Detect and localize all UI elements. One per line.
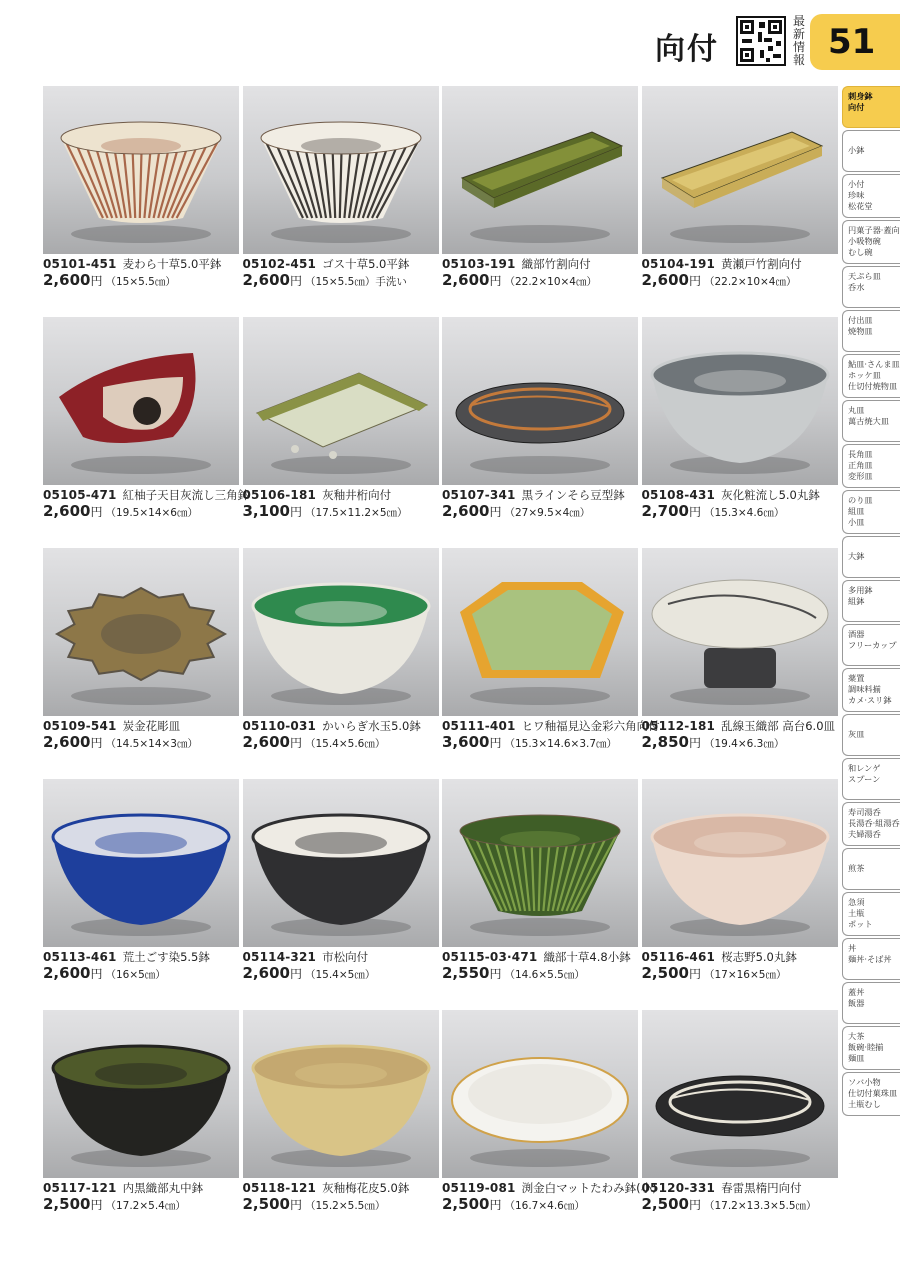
category-tab-label: 飯碗·睦揃 [848,1042,884,1052]
product-dimensions: （22.2×10×4㎝） [703,276,797,288]
category-tab[interactable] [842,86,900,128]
category-tab-label: 大茶 [848,1031,865,1041]
category-tab-label: 組皿 [848,506,865,516]
product-dimensions: （17.2×5.4㎝） [105,1200,186,1212]
yen-unit: 円 [489,1198,502,1212]
product-code: 05113-461 [43,950,117,964]
product-price: 2,500 [442,1195,490,1213]
product-price: 2,600 [43,964,91,982]
price-line [243,965,376,983]
product-price: 2,600 [242,733,290,751]
category-tab-label: 小付 [848,179,865,189]
category-tab[interactable] [842,758,900,800]
product-dimensions: （17.5×11.2×5㎝） [304,507,408,519]
yen-unit: 円 [688,505,701,519]
product-name: 灰化粧流し5.0丸鉢 [721,488,820,502]
product-code: 05111-401 [442,719,516,733]
product-name: 灰釉井桁向付 [322,488,392,502]
product-title-line [442,719,660,733]
category-tab-label: 正角皿 [848,460,873,470]
category-tab-label: 小鉢 [848,145,865,155]
category-tab-label: 丼 [848,943,857,953]
product-title-line [243,257,410,271]
yen-unit: 円 [90,505,103,519]
category-tab-label: 土瓶むし [848,1099,881,1109]
price-line [442,1196,585,1214]
shallow-bowl-icon[interactable] [442,1010,638,1178]
product-price: 2,700 [641,502,689,520]
price-line [442,503,590,521]
product-title-line [642,719,836,733]
product-name: 黒ラインそら豆型鉢 [521,488,625,502]
category-tab[interactable] [842,490,900,534]
category-tab-label: 飯器 [848,998,865,1008]
product-code: 05115-03·471 [442,950,538,964]
round-bowl-icon[interactable] [243,1010,439,1178]
category-tab-label: ソバ小物 [848,1077,881,1087]
product-name: 桜志野5.0丸鉢 [721,950,797,964]
category-tab-label: 麺皿 [848,1053,865,1063]
product-price: 2,550 [442,964,490,982]
yen-unit: 円 [489,274,502,288]
yen-unit: 円 [688,967,701,981]
product-price: 2,500 [641,1195,689,1213]
product-name: 炭金花彫皿 [122,719,181,733]
price-line [243,503,408,521]
product-dimensions: （15.4×5㎝） [304,969,376,981]
yen-unit: 円 [289,967,302,981]
product-title-line [243,950,369,964]
category-tab[interactable] [842,220,900,264]
product-code: 05102-451 [242,257,317,271]
category-tab[interactable] [842,354,900,398]
product-name: 渕金白マットたわみ鉢(小) [521,1181,657,1195]
product-title-line [43,1181,203,1195]
price-line [642,734,785,752]
product-name: 紅柚子天目灰流し三角鉢 [122,488,250,502]
category-tab-label: 夫婦湯呑 [848,829,881,839]
category-tab[interactable] [842,130,900,172]
product-dimensions: （14.5×14×3㎝） [105,738,198,750]
striped-bowl-icon[interactable] [243,86,439,254]
category-tab-label: 薬置 [848,673,865,683]
product-code: 05103-191 [442,257,516,271]
product-price: 3,100 [242,502,290,520]
product-title-line [43,950,210,964]
product-name: 内黒織部丸中鉢 [122,1181,204,1195]
product-price: 2,600 [442,271,490,289]
category-tab[interactable] [842,266,900,308]
product-code: 05118-121 [242,1181,317,1195]
striped-bowl-icon[interactable] [442,779,638,947]
product-name: ヒワ釉福見込金彩六角向付 [521,719,660,733]
product-code: 05119-081 [442,1181,516,1195]
category-tab-label: 松花堂 [848,201,873,211]
category-tab-label: のり皿 [848,495,873,505]
page-title: 向付 [655,32,719,67]
product-title-line [442,257,591,271]
product-title-line [642,1181,802,1195]
price-line [43,965,166,983]
product-name: 織部十草4.8小鉢 [543,950,631,964]
yen-unit: 円 [289,736,302,750]
category-tab-label: 変形皿 [848,471,873,481]
product-price: 2,600 [442,502,490,520]
category-tab-label: ポット [848,919,873,929]
qr-label: 最新情報 [792,14,805,67]
price-line [642,965,787,983]
product-price: 2,600 [43,502,91,520]
price-line [43,1196,186,1214]
product-price: 2,600 [242,964,290,982]
category-tab-label: 呑水 [848,282,865,292]
yen-unit: 円 [90,274,103,288]
product-title-line [43,719,180,733]
category-tab-label: 組鉢 [848,596,865,606]
price-line [642,272,797,290]
category-tab-label: 付出皿 [848,315,873,325]
product-code: 05106-181 [242,488,317,502]
yen-unit: 円 [289,1198,302,1212]
product-dimensions: （16.7×4.6㎝） [504,1200,585,1212]
product-dimensions: （27×9.5×4㎝） [504,507,591,519]
flower-plate-icon[interactable] [43,548,239,716]
product-code: 05112-181 [641,719,716,733]
hexagon-bowl-icon[interactable] [442,548,638,716]
category-tab-label: 刺身鉢 [848,91,873,101]
product-title-line [243,1181,410,1195]
yen-unit: 円 [489,736,502,750]
product-title-line [43,257,221,271]
category-tab-label: 向付 [848,102,865,112]
price-line [642,503,785,521]
yen-unit: 円 [90,1198,103,1212]
yen-unit: 円 [688,736,701,750]
price-line [243,734,386,752]
category-tab-label: 萬古焼大皿 [848,416,889,426]
category-tab-label: 長湯呑·組湯呑 [848,818,900,828]
price-line [442,965,585,983]
price-line [442,734,617,752]
category-tab-label: 珍味 [848,190,865,200]
yen-unit: 円 [688,274,701,288]
striped-bowl-icon[interactable] [43,86,239,254]
price-line [243,1196,386,1214]
product-dimensions: （19.5×14×6㎝） [105,507,198,519]
price-line [243,272,407,290]
category-tab-label: 鮎皿·さんま皿 [848,359,900,369]
price-line [442,272,597,290]
category-tab[interactable] [842,310,900,352]
round-bowl-icon[interactable] [642,317,838,485]
category-tab-label: 和レンゲ [848,763,881,773]
product-code: 05108-431 [641,488,716,502]
product-price: 2,600 [242,271,290,289]
product-name: 黄瀬戸竹割向付 [721,257,802,271]
category-tab[interactable] [842,938,900,980]
product-name: ゴス十草5.0平鉢 [322,257,410,271]
price-line [642,1196,817,1214]
category-tab[interactable] [842,1072,900,1116]
round-bowl-icon[interactable] [642,779,838,947]
category-tab-label: カメ·スリ鉢 [848,695,892,705]
category-tab-label: 円菓子器·蓋向 [848,225,900,235]
category-tab[interactable] [842,1026,900,1070]
product-dimensions: （15.4×5.6㎝） [304,738,386,750]
product-title-line [642,257,802,271]
category-tab[interactable] [842,174,900,218]
yen-unit: 円 [90,967,103,981]
category-tab-label: 大鉢 [848,551,865,561]
category-tab[interactable] [842,714,900,756]
category-tab-label: 仕切付菓珠皿 [848,1088,898,1098]
square-plate-icon[interactable] [243,317,439,485]
product-title-line [642,488,820,502]
product-price: 2,600 [43,271,91,289]
category-tab[interactable] [842,848,900,890]
product-name: 織部竹割向付 [521,257,591,271]
product-dimensions: （15.3×4.6㎝） [703,507,785,519]
product-name: 乱線玉織部 高台6.0皿 [721,719,836,733]
category-tab-label: 丸皿 [848,405,865,415]
product-code: 05120-331 [641,1181,716,1195]
product-code: 05104-191 [641,257,716,271]
category-tab[interactable] [842,802,900,846]
category-tab-label: 蓋丼 [848,987,865,997]
product-price: 2,850 [641,733,689,751]
category-tab-label: 小皿 [848,517,865,527]
product-title-line [442,1181,657,1195]
product-title-line [43,488,249,502]
product-name: 市松向付 [322,950,369,964]
price-line [43,503,198,521]
product-dimensions: （17×16×5㎝） [703,969,787,981]
round-bowl-icon[interactable] [43,1010,239,1178]
product-code: 05107-341 [442,488,516,502]
bamboo-dish-icon[interactable] [642,86,838,254]
product-price: 2,600 [43,733,91,751]
category-tab-label: 寿司湯呑 [848,807,881,817]
product-dimensions: （17.2×13.3×5.5㎝） [703,1200,817,1212]
category-tab-label: 長角皿 [848,449,873,459]
product-name: 灰釉梅花皮5.0鉢 [322,1181,410,1195]
product-price: 2,500 [242,1195,290,1213]
page-number-tab: 51 [810,14,900,70]
product-title-line [442,488,625,502]
product-code: 05101-451 [43,257,117,271]
category-tab[interactable] [842,668,900,712]
product-dimensions: （14.6×5.5㎝） [504,969,585,981]
product-name: 麦わら十草5.0平鉢 [122,257,222,271]
product-dimensions: （16×5㎝） [105,969,166,981]
bamboo-dish-icon[interactable] [442,86,638,254]
yen-unit: 円 [289,505,302,519]
yen-unit: 円 [688,1198,701,1212]
product-code: 05110-031 [242,719,317,733]
product-dimensions: （15×5.5㎝）手洗い [304,276,407,288]
category-tab-label: 仕切付焼物皿 [848,381,898,391]
product-title-line [442,950,631,964]
category-tab-label: 土瓶 [848,908,865,918]
category-tab[interactable] [842,892,900,936]
product-name: かいらぎ水玉5.0鉢 [322,719,421,733]
product-dimensions: （22.2×10×4㎝） [504,276,597,288]
category-tab-label: 多用鉢 [848,585,873,595]
product-price: 2,500 [43,1195,91,1213]
category-tab-label: ホッケ皿 [848,370,881,380]
footed-plate-icon[interactable] [642,548,838,716]
category-tab-label: むし碗 [848,247,873,257]
category-tab-label: 焼物皿 [848,326,873,336]
round-bowl-icon[interactable] [243,548,439,716]
product-title-line [243,719,421,733]
yen-unit: 円 [90,736,103,750]
product-title-line [243,488,392,502]
category-tab-label: 天ぷら皿 [848,271,881,281]
category-tab-label: 急須 [848,897,865,907]
category-tab-label: 酒器 [848,629,865,639]
product-price: 3,600 [442,733,490,751]
category-tab[interactable] [842,624,900,666]
category-tab[interactable] [842,400,900,442]
category-tab[interactable] [842,536,900,578]
product-code: 05105-471 [43,488,117,502]
product-code: 05109-541 [43,719,117,733]
oval-dish-icon[interactable] [442,317,638,485]
yen-unit: 円 [489,967,502,981]
category-tab-label: 煎茶 [848,863,865,873]
category-tab[interactable] [842,444,900,488]
product-dimensions: （15.3×14.6×3.7㎝） [504,738,618,750]
product-title-line [642,950,797,964]
category-tab-label: スプーン [848,774,881,784]
product-code: 05114-321 [242,950,317,964]
round-bowl-icon[interactable] [243,779,439,947]
triangle-bowl-icon[interactable] [43,317,239,485]
product-code: 05116-461 [641,950,716,964]
round-bowl-icon[interactable] [43,779,239,947]
category-tab-label: 小吸物碗 [848,236,881,246]
product-dimensions: （15.2×5.5㎝） [304,1200,386,1212]
price-line [43,272,176,290]
oval-dish-icon[interactable] [642,1010,838,1178]
category-tab-label: フリーカップ [848,640,897,650]
category-tab[interactable] [842,580,900,622]
category-tab-label: 麺丼·そば丼 [848,954,892,964]
product-code: 05117-121 [43,1181,117,1195]
category-tab-label: 調味料揃 [848,684,881,694]
yen-unit: 円 [289,274,302,288]
price-line [43,734,198,752]
category-tab[interactable] [842,982,900,1024]
product-name: 荒土ごす染5.5鉢 [122,950,210,964]
yen-unit: 円 [489,505,502,519]
category-tab-label: 灰皿 [848,729,865,739]
product-dimensions: （19.4×6.3㎝） [703,738,785,750]
product-price: 2,600 [641,271,689,289]
product-price: 2,500 [641,964,689,982]
qr-code-icon[interactable] [736,16,786,66]
product-dimensions: （15×5.5㎝） [105,276,176,288]
product-name: 春雷黒楕円向付 [721,1181,802,1195]
